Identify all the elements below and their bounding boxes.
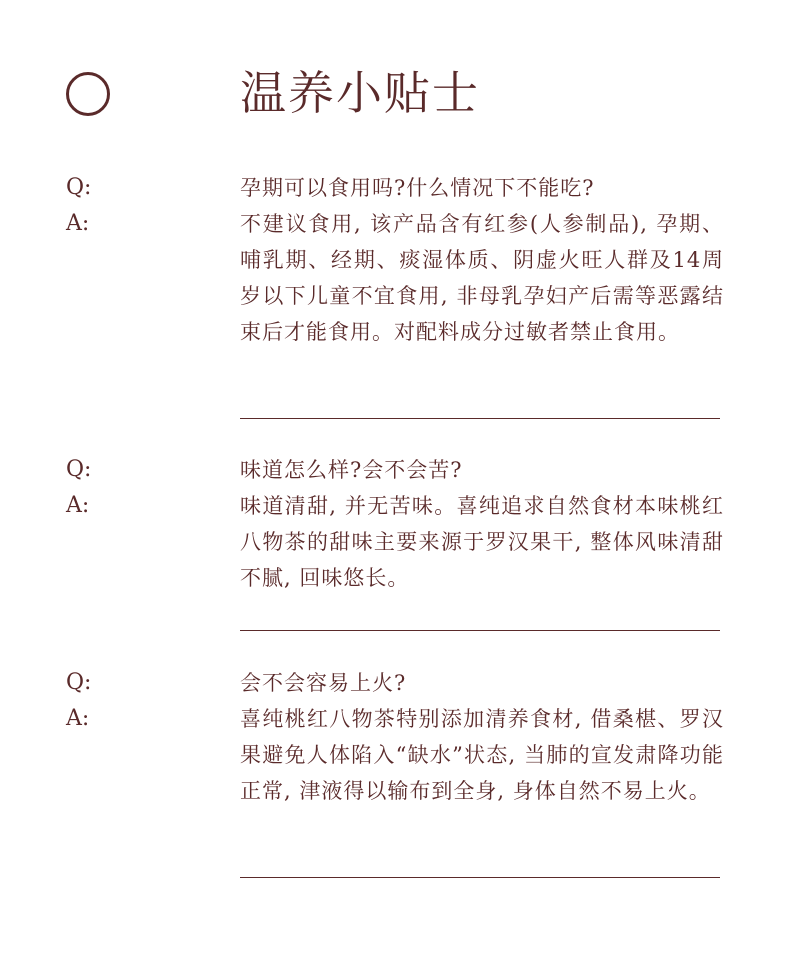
answer-text: 喜纯桃红八物茶特别添加清养食材, 借桑椹、罗汉果避免人体陷入“缺水”状态, 当肺的宣发肃降功能正常, 津液得以输布到全身, 身体自然不易上火。 (240, 707, 724, 803)
question-label: Q: (66, 457, 92, 482)
question-text: 会不会容易上火? (240, 671, 407, 695)
question-text: 味道怎么样?会不会苦? (240, 458, 463, 482)
question-label: Q: (66, 175, 92, 200)
answer-label: A: (66, 706, 90, 731)
question-label: Q: (66, 670, 92, 695)
divider (240, 630, 720, 631)
answer-text: 味道清甜, 并无苦味。喜纯追求自然食材本味桃红八物茶的甜味主要来源于罗汉果干, 整体风味清甜不腻, 回味悠长。 (240, 494, 724, 590)
divider (240, 877, 720, 878)
answer-text: 不建议食用, 该产品含有红参(人参制品), 孕期、哺乳期、经期、痰湿体质、阴虚火旺人群及14周岁以下儿童不宜食用, 非母乳孕妇产后需等恶露结束后才能食用。对配料成分过敏者禁止食用。 (240, 212, 724, 344)
answer-label: A: (66, 211, 90, 236)
circle-icon (66, 72, 110, 116)
page-title: 温养小贴士 (240, 66, 480, 120)
divider (240, 418, 720, 419)
question-text: 孕期可以食用吗?什么情况下不能吃? (240, 176, 595, 200)
answer-label: A: (66, 493, 90, 518)
